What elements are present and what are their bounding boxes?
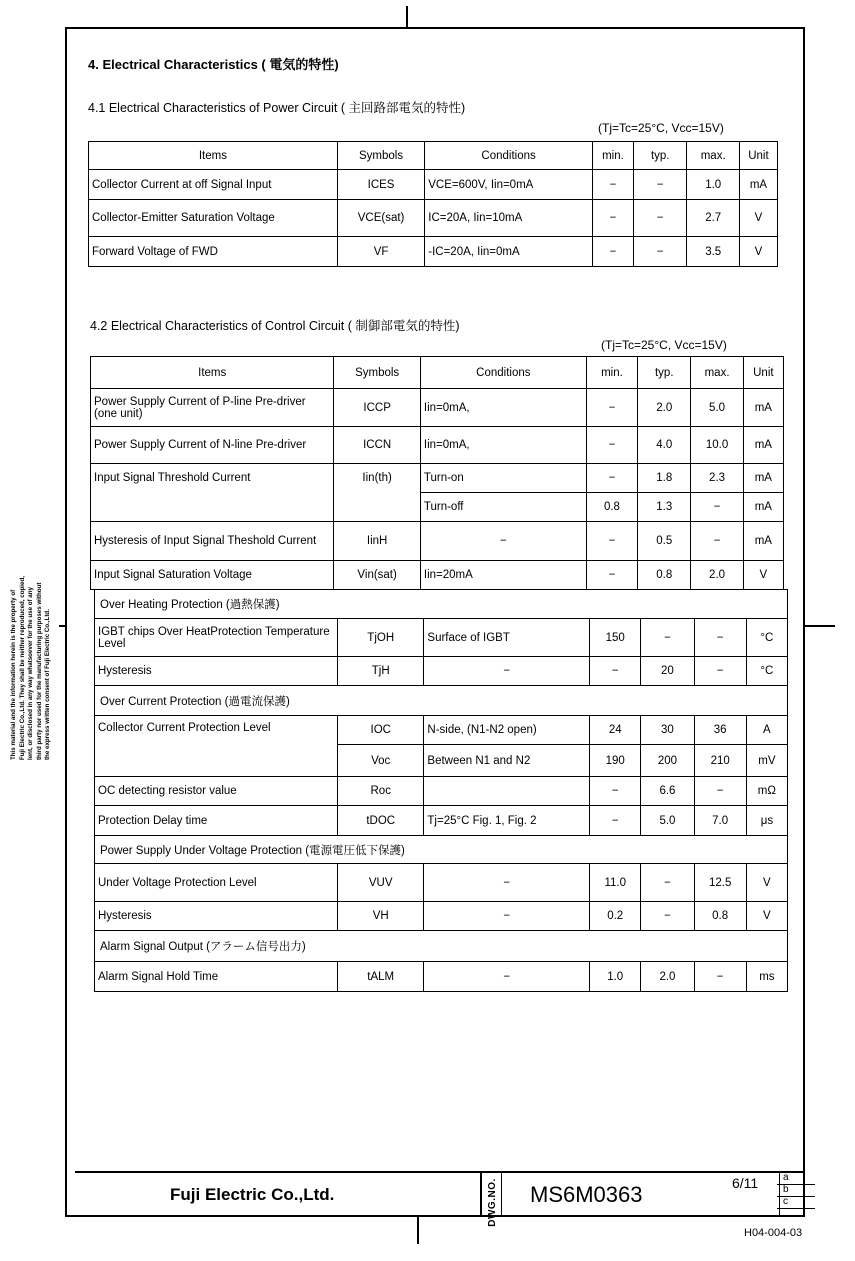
cell-min: − xyxy=(590,777,641,806)
cell-max: 3.5 xyxy=(687,237,739,267)
cell-min: − xyxy=(590,657,641,686)
cell-unit: mA xyxy=(743,493,783,522)
cell-condition: − xyxy=(420,522,586,561)
cell-symbol: tALM xyxy=(338,962,424,992)
section-row-undervoltage xyxy=(95,836,788,864)
cell-min: − xyxy=(586,427,637,464)
cell-symbol: IinH xyxy=(334,522,420,561)
cell-min: − xyxy=(590,806,641,836)
section-row-alarm xyxy=(95,931,788,962)
title-block-divider xyxy=(480,1171,482,1217)
cell-min: 24 xyxy=(590,716,641,745)
cell-item: Alarm Signal Hold Time xyxy=(95,962,338,992)
revision-mark-a: a xyxy=(783,1172,789,1183)
cell-item: OC detecting resistor value xyxy=(95,777,338,806)
header-min: min. xyxy=(592,142,633,170)
table-row xyxy=(95,962,788,992)
header-items: Items xyxy=(89,142,338,170)
cell-max: − xyxy=(694,619,746,657)
cell-condition: N-side, (N1-N2 open) xyxy=(424,716,590,745)
cell-typ: 0.5 xyxy=(638,522,691,561)
cell-max: − xyxy=(694,657,746,686)
cell-min: − xyxy=(592,200,633,237)
drawing-number: MS6M0363 xyxy=(530,1182,643,1207)
cell-condition xyxy=(424,777,590,806)
cell-min: 150 xyxy=(590,619,641,657)
cell-min: − xyxy=(586,522,637,561)
header-unit: Unit xyxy=(739,142,777,170)
table-row xyxy=(89,200,778,237)
header-typ: typ. xyxy=(638,357,691,389)
cell-item: Under Voltage Protection Level xyxy=(95,864,338,902)
table-row xyxy=(95,716,788,745)
table-row xyxy=(91,561,784,590)
cell-condition: − xyxy=(424,962,590,992)
cell-typ: 1.8 xyxy=(638,464,691,493)
cell-unit: mV xyxy=(746,745,787,777)
cell-item: Collector Current at off Signal Input xyxy=(89,170,338,200)
cell-max: 2.7 xyxy=(687,200,739,237)
cell-condition: VCE=600V, Iin=0mA xyxy=(425,170,593,200)
cell-item: Power Supply Current of N-line Pre-driver xyxy=(91,427,334,464)
cell-min: − xyxy=(592,170,633,200)
header-max: max. xyxy=(687,142,739,170)
cell-unit: °C xyxy=(746,619,787,657)
confidentiality-line: Fuji Electric Co.,Ltd. They shall be neither reproduced, copied, xyxy=(18,576,26,760)
cell-typ: 200 xyxy=(641,745,694,777)
cell-condition: Between N1 and N2 xyxy=(424,745,590,777)
title-block-border xyxy=(75,1171,805,1173)
cell-symbol: ICCN xyxy=(334,427,420,464)
cell-item: Hysteresis xyxy=(95,902,338,931)
cell-typ: 30 xyxy=(641,716,694,745)
cell-symbol: Iin(th) xyxy=(334,464,420,522)
table-row xyxy=(95,657,788,686)
cell-symbol: ICCP xyxy=(334,389,420,427)
cell-min: 1.0 xyxy=(590,962,641,992)
cell-symbol: TjH xyxy=(338,657,424,686)
table-row xyxy=(95,806,788,836)
cell-max: 2.3 xyxy=(691,464,743,493)
cell-condition: Iin=0mA, xyxy=(420,427,586,464)
cell-symbol: tDOC xyxy=(338,806,424,836)
cell-typ: − xyxy=(641,619,694,657)
confidentiality-line: This material and the information herein is the property of xyxy=(10,589,17,760)
cell-symbol: ICES xyxy=(337,170,424,200)
cell-unit: V xyxy=(746,902,787,931)
company-name: Fuji Electric Co.,Ltd. xyxy=(170,1185,335,1204)
cell-symbol: Voc xyxy=(338,745,424,777)
cell-typ: − xyxy=(634,237,687,267)
cell-item: Input Signal Threshold Current xyxy=(91,464,334,522)
overheat-title: Over Heating Protection (過熱保護) xyxy=(95,590,788,619)
cell-unit: V xyxy=(739,200,777,237)
header-typ: typ. xyxy=(634,142,687,170)
cell-item: IGBT chips Over HeatProtection Temperature Level xyxy=(95,619,338,657)
header-symbols: Symbols xyxy=(337,142,424,170)
cell-typ: − xyxy=(641,902,694,931)
cell-unit: °C xyxy=(746,657,787,686)
alarm-title: Alarm Signal Output (アラーム信号出力) xyxy=(95,931,788,962)
cell-unit: mA xyxy=(743,389,783,427)
page-number: 6/11 xyxy=(732,1175,759,1191)
cell-symbol: IOC xyxy=(338,716,424,745)
cell-max: − xyxy=(694,962,746,992)
cell-condition: Iin=20mA xyxy=(420,561,586,590)
cell-typ: − xyxy=(634,170,687,200)
cell-min: − xyxy=(586,389,637,427)
left-center-mark xyxy=(59,625,65,627)
cell-max: − xyxy=(691,493,743,522)
cell-unit: mA xyxy=(743,427,783,464)
table-header-row xyxy=(89,142,778,170)
power-circuit-table xyxy=(88,141,778,267)
cell-symbol: TjOH xyxy=(338,619,424,657)
cell-typ: 4.0 xyxy=(638,427,691,464)
cell-typ: 0.8 xyxy=(638,561,691,590)
cell-max: − xyxy=(691,522,743,561)
cell-symbol: Vin(sat) xyxy=(334,561,420,590)
cell-unit: V xyxy=(739,237,777,267)
cell-min: 0.2 xyxy=(590,902,641,931)
confidentiality-line: the express written consent of Fuji Electric Co.,Ltd. xyxy=(44,609,51,760)
table-row xyxy=(91,427,784,464)
confidentiality-line: lent, or disclosed in any way whatsoever for the use of any xyxy=(27,587,34,760)
cell-typ: 1.3 xyxy=(638,493,691,522)
cell-max: − xyxy=(694,777,746,806)
cell-unit: μs xyxy=(746,806,787,836)
title-block-divider xyxy=(501,1171,502,1217)
cell-condition: Turn-off xyxy=(420,493,586,522)
cell-item: Protection Delay time xyxy=(95,806,338,836)
table-row xyxy=(95,777,788,806)
table-row xyxy=(91,522,784,561)
cell-typ: 5.0 xyxy=(641,806,694,836)
cell-condition: -IC=20A, Iin=0mA xyxy=(425,237,593,267)
table-row xyxy=(89,170,778,200)
bottom-center-mark xyxy=(417,1217,419,1244)
undervoltage-title: Power Supply Under Voltage Protection (電源電圧低下保護) xyxy=(95,836,788,864)
cell-item: Input Signal Saturation Voltage xyxy=(91,561,334,590)
cell-symbol: Roc xyxy=(338,777,424,806)
cell-symbol: VH xyxy=(338,902,424,931)
control-circuit-title: 4.2 Electrical Characteristics of Control Circuit ( 制御部電気的特性) xyxy=(90,319,460,333)
cell-typ: 2.0 xyxy=(641,962,694,992)
cell-max: 7.0 xyxy=(694,806,746,836)
cell-item: Forward Voltage of FWD xyxy=(89,237,338,267)
table-row xyxy=(95,619,788,657)
cell-condition: Surface of IGBT xyxy=(424,619,590,657)
form-number: H04-004-03 xyxy=(744,1227,803,1239)
protection-table xyxy=(94,589,788,992)
revision-box xyxy=(777,1171,815,1217)
control-circuit-table xyxy=(90,356,784,590)
cell-max: 210 xyxy=(694,745,746,777)
confidentiality-line: third party nor used for the manufacturing purposes without xyxy=(35,582,43,760)
right-center-mark xyxy=(805,625,835,627)
header-conditions: Conditions xyxy=(425,142,593,170)
cell-condition: Tj=25°C Fig. 1, Fig. 2 xyxy=(424,806,590,836)
cell-max: 36 xyxy=(694,716,746,745)
cell-item: Collector Current Protection Level xyxy=(95,716,338,777)
cell-unit: V xyxy=(746,864,787,902)
revision-box-line xyxy=(777,1208,815,1209)
header-items: Items xyxy=(91,357,334,389)
power-circuit-title: 4.1 Electrical Characteristics of Power Circuit ( 主回路部電気的特性) xyxy=(88,101,466,115)
table-header-row xyxy=(91,357,784,389)
cell-max: 2.0 xyxy=(691,561,743,590)
cell-condition: IC=20A, Iin=10mA xyxy=(425,200,593,237)
header-min: min. xyxy=(586,357,637,389)
confidentiality-note xyxy=(10,460,53,760)
cell-min: − xyxy=(586,464,637,493)
control-circuit-conditions: (Tj=Tc=25°C, Vcc=15V) xyxy=(601,338,727,352)
header-conditions: Conditions xyxy=(420,357,586,389)
cell-symbol: VCE(sat) xyxy=(337,200,424,237)
cell-condition: − xyxy=(424,657,590,686)
cell-condition: − xyxy=(424,864,590,902)
cell-typ: 6.6 xyxy=(641,777,694,806)
table-row xyxy=(95,864,788,902)
cell-item: Hysteresis of Input Signal Theshold Current xyxy=(91,522,334,561)
header-unit: Unit xyxy=(743,357,783,389)
cell-max: 0.8 xyxy=(694,902,746,931)
cell-unit: mA xyxy=(739,170,777,200)
table-row xyxy=(91,389,784,427)
drawing-number-label: DWG.NO. xyxy=(486,1178,498,1227)
cell-condition: Iin=0mA, xyxy=(420,389,586,427)
table-row xyxy=(95,902,788,931)
cell-item: Power Supply Current of P-line Pre-driver (one unit) xyxy=(91,389,334,427)
cell-max: 10.0 xyxy=(691,427,743,464)
top-center-mark xyxy=(406,6,408,27)
cell-unit: mΩ xyxy=(746,777,787,806)
cell-typ: 2.0 xyxy=(638,389,691,427)
revision-box-line xyxy=(779,1171,780,1217)
cell-unit: V xyxy=(743,561,783,590)
header-max: max. xyxy=(691,357,743,389)
cell-symbol: VUV xyxy=(338,864,424,902)
cell-unit: A xyxy=(746,716,787,745)
cell-typ: − xyxy=(634,200,687,237)
cell-min: 190 xyxy=(590,745,641,777)
power-circuit-conditions: (Tj=Tc=25°C, Vcc=15V) xyxy=(598,121,724,135)
cell-min: − xyxy=(592,237,633,267)
header-symbols: Symbols xyxy=(334,357,420,389)
cell-max: 1.0 xyxy=(687,170,739,200)
cell-unit: ms xyxy=(746,962,787,992)
revision-mark-b: b xyxy=(783,1184,789,1195)
cell-min: 0.8 xyxy=(586,493,637,522)
section-heading: 4. Electrical Characteristics ( 電気的特性) xyxy=(88,57,339,72)
revision-mark-c: c xyxy=(783,1196,788,1207)
cell-symbol: VF xyxy=(337,237,424,267)
cell-max: 5.0 xyxy=(691,389,743,427)
cell-unit: mA xyxy=(743,464,783,493)
cell-min: − xyxy=(586,561,637,590)
section-row-overcurrent xyxy=(95,686,788,716)
overcurrent-title: Over Current Protection (過電流保護) xyxy=(95,686,788,716)
cell-condition: Turn-on xyxy=(420,464,586,493)
cell-max: 12.5 xyxy=(694,864,746,902)
cell-unit: mA xyxy=(743,522,783,561)
table-row xyxy=(89,237,778,267)
title-block xyxy=(75,1171,815,1227)
cell-condition: − xyxy=(424,902,590,931)
table-row xyxy=(91,464,784,493)
cell-item: Hysteresis xyxy=(95,657,338,686)
cell-item: Collector-Emitter Saturation Voltage xyxy=(89,200,338,237)
cell-min: 11.0 xyxy=(590,864,641,902)
section-row-overheat xyxy=(95,590,788,619)
cell-typ: 20 xyxy=(641,657,694,686)
cell-typ: − xyxy=(641,864,694,902)
